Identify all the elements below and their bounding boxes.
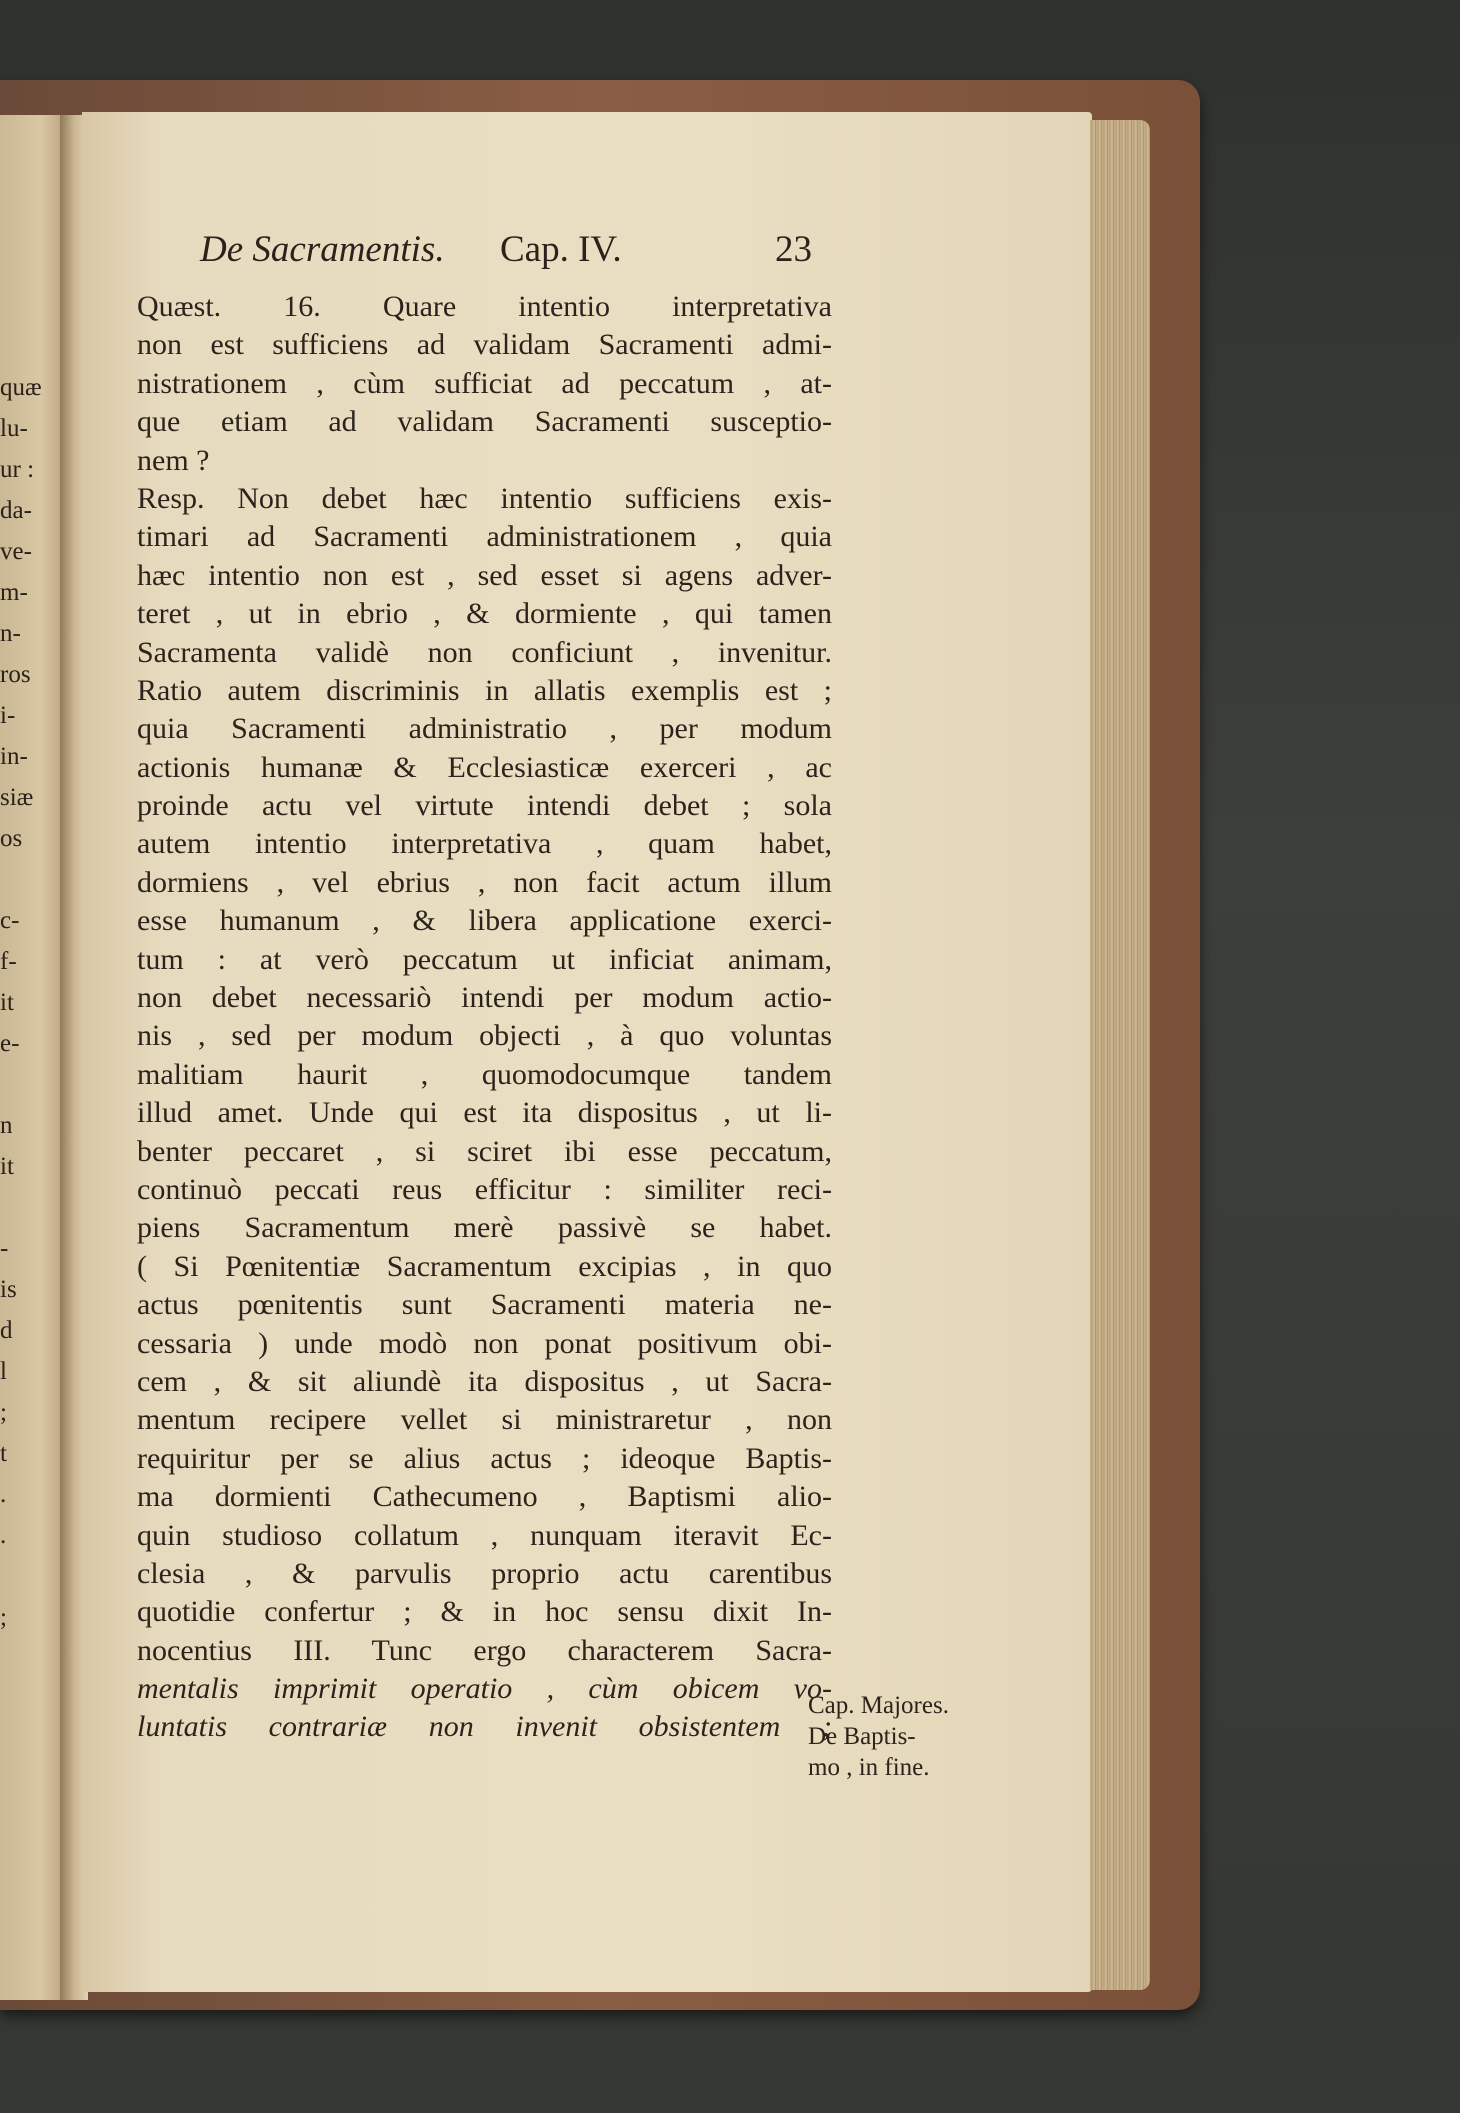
- text-line: cem , & sit aliundè ita dispositus , ut Sacra-: [137, 1364, 832, 1398]
- text-line: piens Sacramentum merè passivè se habet.: [137, 1211, 832, 1245]
- left-fragment-line: lu-: [0, 415, 28, 442]
- body-text: [137, 288, 832, 1747]
- margin-note-line: De Baptis-: [808, 1723, 916, 1750]
- left-fragment-line: -: [0, 1235, 9, 1262]
- text-line: non est sufficiens ad validam Sacramenti admi-: [137, 328, 832, 362]
- text-line: actionis humanæ & Ecclesiasticæ exerceri , ac: [137, 750, 832, 784]
- text-line: Resp. Non debet hæc intentio sufficiens exis-: [137, 481, 832, 515]
- margin-note-line: Cap. Majores.: [808, 1692, 949, 1719]
- left-fragment-line: it: [0, 989, 14, 1016]
- text-line: malitiam haurit , quomodocumque tandem: [137, 1057, 832, 1091]
- text-line: autem intentio interpretativa , quam habet,: [137, 827, 832, 861]
- left-fragment-line: quæ: [0, 374, 42, 401]
- left-fragment-line: e-: [0, 1030, 20, 1057]
- left-fragment-line: .: [0, 1522, 7, 1549]
- text-line: Sacramenta validè non conficiunt , invenitur.: [137, 635, 832, 669]
- text-line: nocentius III. Tunc ergo characterem Sacra-: [137, 1633, 832, 1667]
- text-line: proinde actu vel virtute intendi debet ; sola: [137, 789, 832, 823]
- text-line: que etiam ad validam Sacramenti susceptio-: [137, 405, 832, 439]
- text-line: continuò peccati reus efficitur : similiter reci-: [137, 1172, 832, 1206]
- text-line: nistrationem , cùm sufficiat ad peccatum , at-: [137, 366, 832, 400]
- left-page-text-fragment: [0, 367, 68, 1638]
- left-fragment-line: [0, 1064, 68, 1105]
- left-fragment-line: ;: [0, 1399, 7, 1426]
- left-fragment-line: m-: [0, 579, 28, 606]
- left-fragment-line: [0, 1556, 68, 1597]
- text-line: actus pœnitentis sunt Sacramenti materia ne-: [137, 1288, 832, 1322]
- text-line: luntatis contrariæ non invenit obsistentem ;: [137, 1710, 832, 1744]
- header-chapter: Cap. IV.: [500, 229, 622, 270]
- text-line: dormiens , vel ebrius , non facit actum illum: [137, 865, 832, 899]
- header-title: De Sacramentis.: [200, 229, 445, 270]
- text-line: quia Sacramenti administratio , per modum: [137, 712, 832, 746]
- text-line: cessaria ) unde modò non ponat positivum obi-: [137, 1326, 832, 1360]
- text-line: ma dormienti Cathecumeno , Baptismi alio-: [137, 1480, 832, 1514]
- text-line: clesia , & parvulis proprio actu carentibus: [137, 1556, 832, 1590]
- left-fragment-line: .: [0, 1481, 7, 1508]
- margin-note: [808, 1690, 998, 1783]
- text-line: illud amet. Unde qui est ita dispositus , ut li-: [137, 1096, 832, 1130]
- left-fragment-line: c-: [0, 907, 20, 934]
- text-line: ( Si Pœnitentiæ Sacramentum excipias , in quo: [137, 1249, 832, 1283]
- left-fragment-line: siæ: [0, 784, 34, 811]
- left-fragment-line: it: [0, 1153, 14, 1180]
- running-header: [200, 228, 812, 280]
- margin-note-line: mo , in fine.: [808, 1754, 930, 1781]
- text-line: esse humanum , & libera applicatione exerci-: [137, 904, 832, 938]
- page-number: 23: [775, 229, 812, 270]
- text-line: Ratio autem discriminis in allatis exemplis est ;: [137, 673, 832, 707]
- left-fragment-line: d: [0, 1317, 13, 1344]
- left-fragment-line: t: [0, 1440, 7, 1467]
- text-line: teret , ut in ebrio , & dormiente , qui tamen: [137, 597, 832, 631]
- text-line: hæc intentio non est , sed esset si agens adver-: [137, 558, 832, 592]
- left-fragment-line: ;: [0, 1604, 7, 1631]
- left-fragment-line: in-: [0, 743, 28, 770]
- left-fragment-line: n-: [0, 620, 21, 647]
- left-fragment-line: ros: [0, 661, 31, 688]
- text-line: benter peccaret , si sciret ibi esse peccatum,: [137, 1134, 832, 1168]
- left-page: [0, 115, 68, 2000]
- left-fragment-line: da-: [0, 497, 32, 524]
- left-fragment-line: f-: [0, 948, 17, 975]
- left-fragment-line: n: [0, 1112, 13, 1139]
- left-fragment-line: [0, 859, 68, 900]
- text-line: non debet necessariò intendi per modum actio-: [137, 981, 832, 1015]
- left-fragment-line: ur :: [0, 456, 35, 483]
- left-fragment-line: os: [0, 825, 23, 852]
- left-fragment-line: l: [0, 1358, 7, 1385]
- left-fragment-line: i-: [0, 702, 16, 729]
- text-line: timari ad Sacramenti administrationem , quia: [137, 520, 832, 554]
- text-line: tum : at verò peccatum ut inficiat animam,: [137, 942, 832, 976]
- text-line: quin studioso collatum , nunquam iteravit Ec-: [137, 1518, 832, 1552]
- text-line: mentalis imprimit operatio , cùm obicem vo-: [137, 1672, 832, 1706]
- left-fragment-line: ve-: [0, 538, 32, 565]
- text-line: Quæst. 16. Quare intentio interpretativa: [137, 290, 832, 323]
- text-line: nem ?: [137, 443, 210, 477]
- text-line: mentum recipere vellet si ministraretur , non: [137, 1403, 832, 1437]
- page-edges: [1090, 120, 1150, 1990]
- text-line: requiritur per se alius actus ; ideoque Baptis-: [137, 1441, 832, 1475]
- left-fragment-line: is: [0, 1276, 17, 1303]
- left-fragment-line: [0, 1187, 68, 1228]
- text-line: nis , sed per modum objecti , à quo voluntas: [137, 1019, 832, 1053]
- text-line: quotidie confertur ; & in hoc sensu dixit In-: [137, 1595, 832, 1629]
